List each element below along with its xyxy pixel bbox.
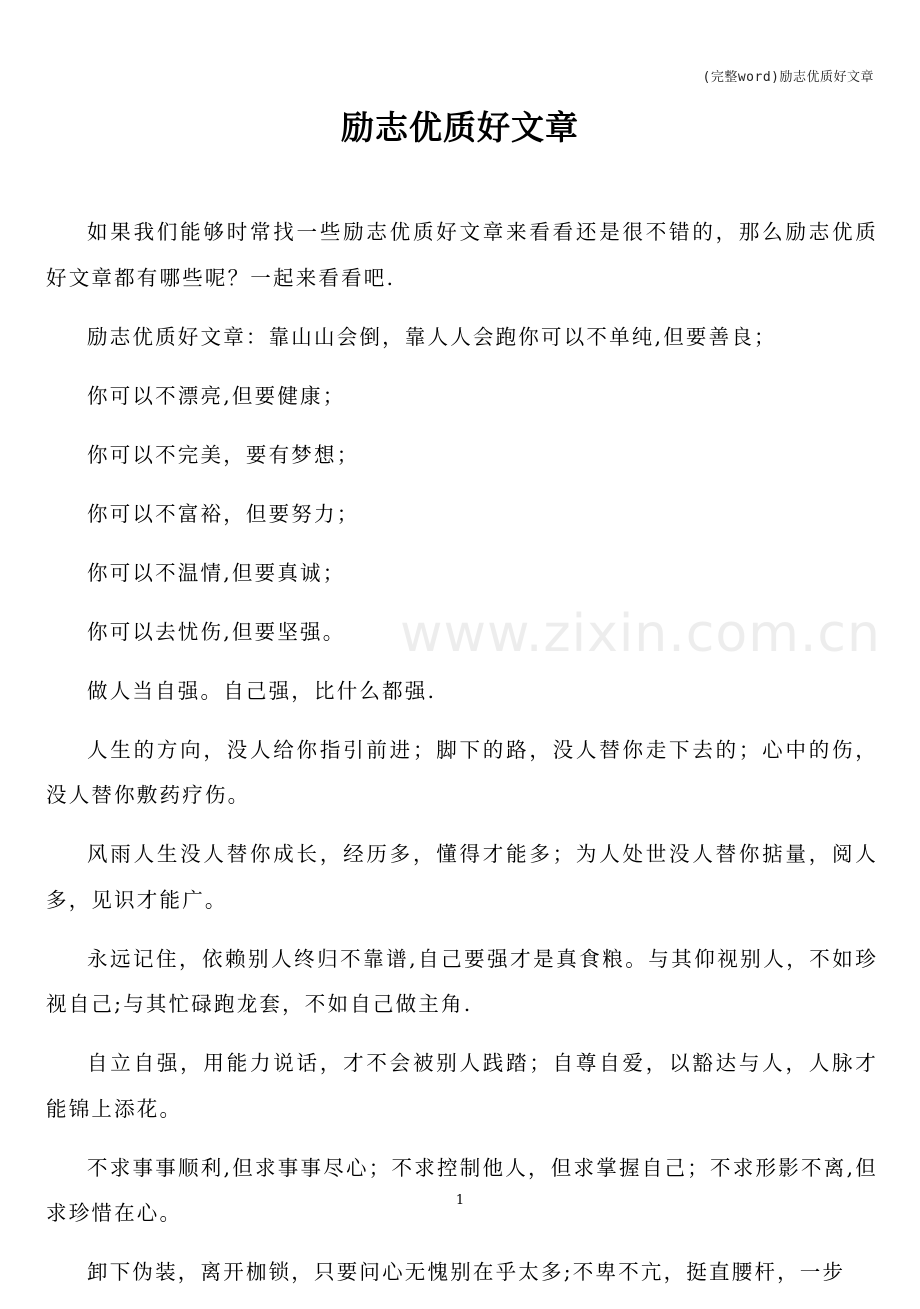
paragraph: 自立自强，用能力说话，才不会被别人践踏；自尊自爱，以豁达与人，人脉才能锦上添花。 [46, 1051, 878, 1121]
document-body [46, 210, 878, 1309]
paragraph: 人生的方向，没人给你指引前进；脚下的路，没人替你走下去的；心中的伤，没人替你敷药疗伤。 [46, 737, 878, 807]
page-number: 1 [455, 1193, 465, 1208]
document-title: 励志优质好文章 [341, 108, 579, 147]
watermark: www.zixin.com.cn [400, 604, 881, 664]
paragraph: 你可以不漂亮,但要健康； [87, 383, 346, 408]
paragraph: 你可以不温情,但要真诚； [87, 560, 346, 585]
paragraph: 卸下伪装，离开枷锁，只要问心无愧别在乎太多;不卑不亢，挺直腰杆，一步 [87, 1260, 846, 1284]
paragraph: 你可以不完美，要有梦想； [87, 442, 360, 467]
paragraph: 做人当自强。自己强，比什么都强. [87, 678, 437, 703]
paragraph: 如果我们能够时常找一些励志优质好文章来看看还是很不错的，那么励志优质好文章都有哪些呢？一起来看看吧. [46, 220, 878, 290]
paragraph: 不求事事顺利,但求事事尽心；不求控制他人，但求掌握自己；不求形影不离,但求珍惜在心。 [46, 1155, 878, 1225]
running-header: (完整word)励志优质好文章 [702, 70, 874, 85]
paragraph: 风雨人生没人替你成长，经历多，懂得才能多；为人处世没人替你掂量，阅人多，见识才能广。 [46, 842, 878, 912]
paragraph: 你可以去忧伤,但要坚强。 [87, 619, 346, 644]
paragraph: 励志优质好文章：靠山山会倒，靠人人会跑你可以不单纯,但要善良； [87, 324, 777, 349]
paragraph: 你可以不富裕，但要努力； [87, 501, 360, 526]
paragraph: 永远记住，依赖别人终归不靠谱,自己要强才是真食粮。与其仰视别人，不如珍视自己;与其忙碌跑龙套，不如自己做主角. [46, 946, 878, 1016]
